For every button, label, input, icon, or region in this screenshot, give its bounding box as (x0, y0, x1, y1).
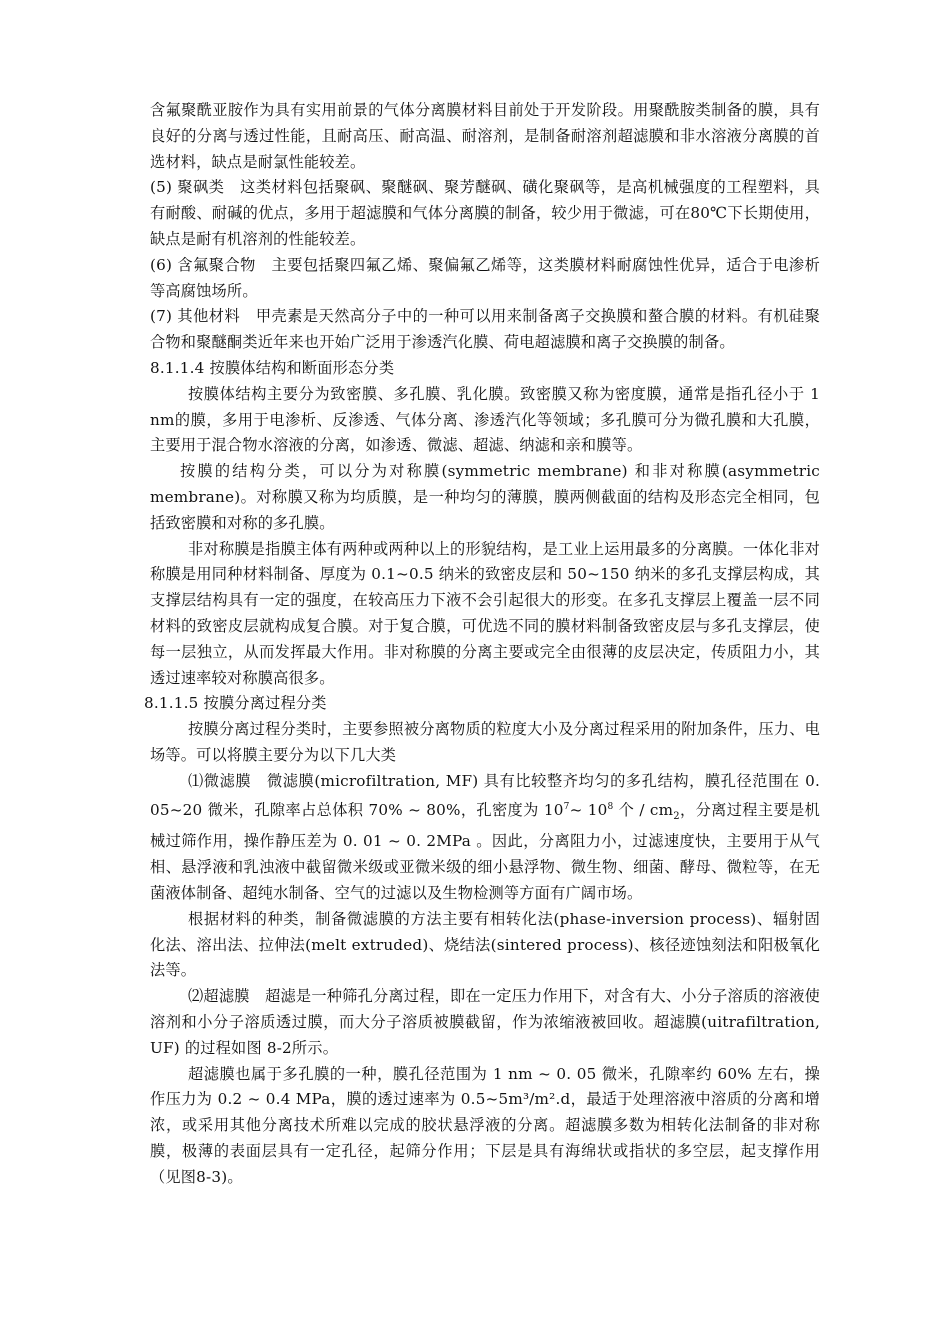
mf-rest: ，分离过程主要是机械过筛作用，操作静压差为 0. 01 ~ 0. 2MPa 。因此，分离阻力小，过滤速度快，主要用于从气相、悬浮液和乳浊液中截留微米级或亚微米级的细小悬浮物、微生物、细菌、酵母、微粒等，在无菌液体制备、超纯水制备、空气的过滤以及生物检测等方面有广阔市场。 (150, 800, 820, 902)
paragraph-microfiltration (150, 769, 820, 907)
paragraph: 按膜的结构分类，可以分为对称膜(symmetric membrane) 和非对称膜(asymmetric membrane)。对称膜又称为均质膜，是一种均匀的薄膜，膜两侧截面的结构及形态完全相同，包括致密膜和对称的多孔膜。 (150, 462, 820, 532)
paragraph-fluoropolymer: (6) 含氟聚合物 主要包括聚四氟乙烯、聚偏氟乙烯等，这类膜材料耐腐蚀性优异，适合于电渗析等高腐蚀场所。 (150, 255, 820, 300)
paragraph: 根据材料的种类，制备微滤膜的方法主要有相转化法(phase-inversion process)、辐射固化法、溶出法、拉伸法(melt extruded)、烧结法(sintered process)、核径迹蚀刻法和阳极氧化法等。 (150, 909, 820, 980)
section-heading-8-1-1-5: 8.1.1.5 按膜分离过程分类 (144, 694, 327, 713)
mf-exponent: 8 (607, 801, 614, 812)
paragraph-other-materials: (7) 其他材料 甲壳素是天然高分子中的一种可以用来制备离子交换膜和螯合膜的材料。有机硅聚合物和聚醚酮类近年来也开始广泛用于渗透汽化膜、荷电超滤膜和离子交换膜的制备。 (150, 307, 820, 352)
paragraph: 按膜分离过程分类时，主要参照被分离物质的粒度大小及分离过程采用的附加条件，压力、电场等。可以将膜主要分为以下几大类 (150, 720, 820, 764)
paragraph: 按膜体结构主要分为致密膜、多孔膜、乳化膜。致密膜又称为密度膜，通常是指孔径小于 1 nm的膜，多用于电渗析、反渗透、气体分离、渗透汽化等领域；多孔膜可分为微孔膜和大孔膜，主要用于混合物水溶液的分离，如渗透、微滤、超滤、纳滤和亲和膜等。 (150, 384, 820, 455)
document-body (144, 98, 820, 1191)
paragraph-ultrafiltration: ⑵超滤膜 超滤是一种筛孔分离过程，即在一定压力作用下，对含有大、小分子溶质的溶液使溶剂和小分子溶质透过膜，而大分子溶质被膜截留，作为浓缩液被回收。超滤膜(uitrafiltration, UF) 的过程如图 8-2所示。 (150, 987, 820, 1057)
mf-mid: ~ 10 (569, 800, 608, 819)
paragraph: 超滤膜也属于多孔膜的一种，膜孔径范围为 1 nm ~ 0. 05 微米，孔隙率约 60% 左右，操作压力为 0.2 ~ 0.4 MPa，膜的透过速率为 0.5~5m³/m².d，最适于处理溶液中溶质的分离和增浓，或采用其他分离技术所难以完成的胶状悬浮液的分离。超滤膜多数为相转化法制备的非对称膜，极薄的表面层具有一定孔径，起筛分作用；下层是具有海绵状或指状的多空层，起支撑作用（见图8-3)。 (150, 1064, 820, 1186)
mf-text: ⑴微滤膜 微滤膜(microfiltration, MF) 具有比较整齐均匀的多孔结构，膜孔径范围在 0. 05~20 微米，孔隙率占总体积 70% ~ 80%，孔密度为 10 (150, 771, 820, 819)
mf-exponent: 7 (563, 801, 570, 812)
mf-unit: 个 / cm (613, 800, 674, 819)
section-heading-8-1-1-4: 8.1.1.4 按膜体结构和断面形态分类 (150, 358, 395, 377)
mf-unit-sub: 2 (673, 810, 680, 822)
paragraph-polysulfone: (5) 聚砜类 这类材料包括聚砜、聚醚砜、聚芳醚砜、磺化聚砜等，是高机械强度的工程塑料，具有耐酸、耐碱的优点，多用于超滤膜和气体分离膜的制备，较少用于微滤，可在80℃下长期使用，缺点是耐有机溶剂的性能较差。 (150, 178, 820, 248)
paragraph: 非对称膜是指膜主体有两种或两种以上的形貌结构，是工业上运用最多的分离膜。一体化非对称膜是用同种材料制备、厚度为 0.1~0.5 纳米的致密皮层和 50~150 纳米的多孔支撑层构成，其支撑层结构具有一定的强度，在较高压力下液不会引起很大的形变。在多孔支撑层上覆盖一层不同材料的致密皮层就构成复合膜。对于复合膜，可优选不同的膜材料制备致密皮层与多孔支撑层，使每一层独立，从而发挥最大作用。非对称膜的分离主要或完全由很薄的皮层决定，传质阻力小，其透过速率较对称膜高很多。 (150, 539, 820, 687)
paragraph: 含氟聚酰亚胺作为具有实用前景的气体分离膜材料目前处于开发阶段。用聚酰胺类制备的膜，具有良好的分离与透过性能，且耐高压、耐高温、耐溶剂，是制备耐溶剂超滤膜和非水溶液分离膜的首选材料，缺点是耐氯性能较差。 (150, 101, 820, 171)
